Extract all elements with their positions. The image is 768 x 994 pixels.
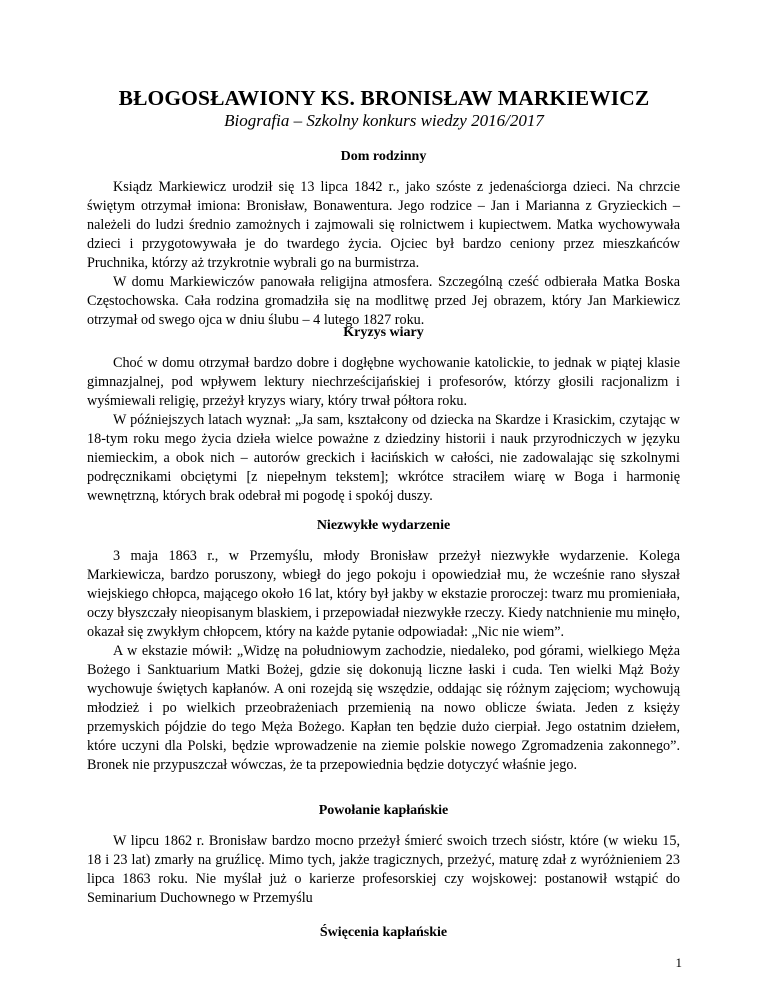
- paragraph: 3 maja 1863 r., w Przemyślu, młody Bronisław przeżył niezwykłe wydarzenie. Kolega Markiewicza, bardzo poruszony, wbiegł do jego pokoju i opowiedział mu, że wcześnie rano słyszał wiejskiego chłopca, mającego około 16 lat, który był jakby w ekstazie proroczej: twarz mu promieniała, oczy błyszczały nieopisanym blaskiem, i przepowiadał niezwykłe rzeczy. Kiedy natchnienie mu minęło, okazał się zwykłym chłopcem, który na każde pytanie odpowiadał: „Nic nie wiem”.: [87, 548, 680, 640]
- paragraph: Ksiądz Markiewicz urodził się 13 lipca 1842 r., jako szóste z jedenaściorga dzieci. Na chrzcie świętym otrzymał imiona: Bronisław, Bonawentura. Jego rodzice – Jan i Marianna z Gryzieckich – należeli do ludzi średnio zamożnych i zajmowali się rolnictwem i kupiectwem. Matka wychowywała dzieci i przygotowywała je do twardego życia. Ojciec był bardzo ceniony przez mieszkańców Pruchnika, którzy aż trzykrotnie wybrali go na burmistrza.: [87, 179, 680, 271]
- section-heading: Święcenia kapłańskie: [319, 925, 448, 940]
- page-number: 1: [675, 955, 682, 970]
- section-heading: Powołanie kapłańskie: [318, 803, 449, 818]
- section-dom-rodzinny: [87, 149, 680, 330]
- paragraph: W lipcu 1862 r. Bronisław bardzo mocno przeżył śmierć swoich trzech sióstr, które (w wieku 15, 18 i 23 lat) zmarły na gruźlicę. Mimo tych, jakże tragicznych, przeżyć, maturę zdał z wyróżnieniem 23 lipca 1863 roku. Nie myślał już o karierze profesorskiej czy wojskowej: postanowił wstąpić do Seminarium Duchownego w Przemyślu: [87, 833, 680, 906]
- section-swiecenia-kaplanskie: [87, 925, 680, 941]
- section-heading: Niezwykłe wydarzenie: [316, 518, 451, 533]
- section-powolanie-kaplanskie: [87, 803, 680, 908]
- section-kryzys-wiary: [87, 325, 680, 506]
- paragraph: W późniejszych latach wyznał: „Ja sam, kształcony od dziecka na Skardze i Krasickim, czytając w 18-tym roku mego życia dzieła wielce poważne z dziedziny historii i nauk przyrodniczych w języku niemieckim, a obok nich – autorów greckich i łacińskich w całości, nie zadowalając się szkolnymi podręcznikami obciętymi [z niepełnym tekstem]; wkrótce straciłem wiarę w Boga i harmonię wewnętrzną, których brak odebrał mi pogodę i spokój duszy.: [87, 412, 680, 504]
- paragraph: A w ekstazie mówił: „Widzę na południowym zachodzie, niedaleko, pod górami, wielkiego Męża Bożego i Sanktuarium Matki Bożej, gdzie się dokonują liczne łaski i cuda. Ten wielki Mąż Boży wychowuje świętych kapłanów. A oni rozejdą się wszędzie, oddając się różnym zajęciom; wychowują młodzież i po wielkich przeobrażeniach przemienią na nowo oblicze świata. Jeden z księży przemyskich pójdzie do tego Męża Bożego. Kapłan ten będzie dużo cierpiał. Jego ostatnim dziełem, które uczyni dla Polski, będzie wprowadzenie na ziemie polskie nowego Zgromadzenia zakonnego”. Bronek nie przypuszczał wówczas, że ta przepowiednia będzie dotyczyć właśnie jego.: [87, 643, 680, 773]
- section-heading: Dom rodzinny: [340, 149, 427, 164]
- paragraph: Choć w domu otrzymał bardzo dobre i dogłębne wychowanie katolickie, to jednak w piątej klasie gimnazjalnej, pod wpływem lektury niechrześcijańskiej i profesorów, którzy głosili racjonalizm i wyśmiewali religię, przeżył kryzys wiary, który trwał półtora roku.: [87, 355, 680, 409]
- paragraph: W domu Markiewiczów panowała religijna atmosfera. Szczególną cześć odbierała Matka Boska Częstochowska. Cała rodzina gromadziła się na modlitwę przed Jej obrazem, który Jan Markiewicz otrzymał od swego ojca w dniu ślubu – 4 lutego 1827 roku.: [87, 274, 680, 328]
- section-niezwykle-wydarzenie: [87, 518, 680, 775]
- section-heading: Kryzys wiary: [343, 325, 424, 340]
- document-subtitle: Biografia – Szkolny konkurs wiedzy 2016/2017: [224, 111, 544, 130]
- document-title: BŁOGOSŁAWIONY KS. BRONISŁAW MARKIEWICZ: [118, 86, 650, 110]
